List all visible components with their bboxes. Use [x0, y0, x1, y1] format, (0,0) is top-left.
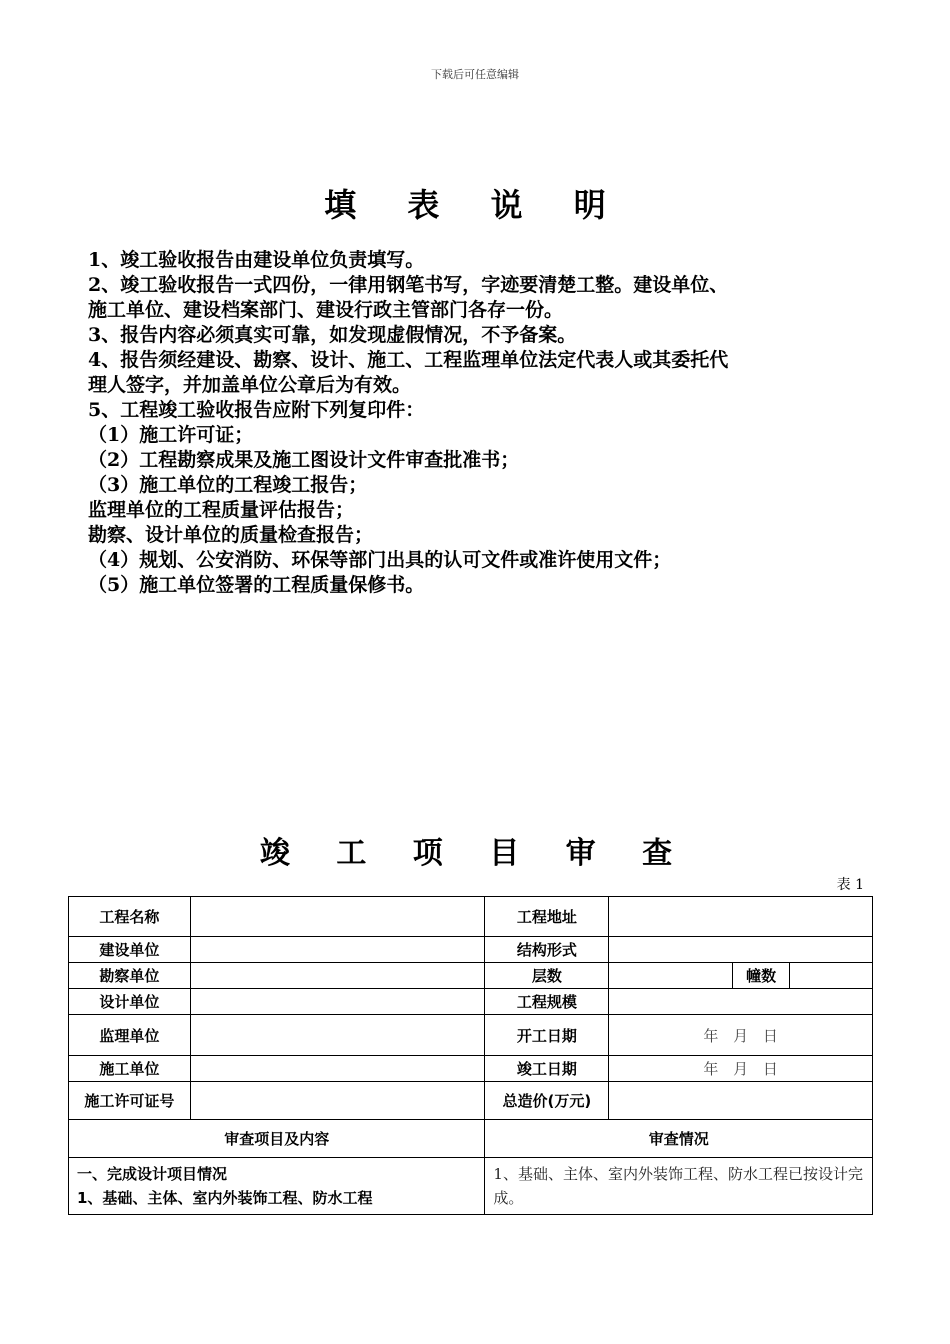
- table-row: [69, 989, 873, 1015]
- completion-date-label: 竣工日期: [485, 1056, 609, 1082]
- permit-no-label: 施工许可证号: [69, 1082, 191, 1120]
- instruction-line: （3）施工单位的工程竣工报告；: [88, 474, 368, 496]
- supervisor-label: 监理单位: [69, 1015, 191, 1056]
- project-address-label: 工程地址: [485, 897, 609, 937]
- project-name-field[interactable]: [190, 897, 485, 937]
- review-status-content: 1、基础、主体、室内外装饰工程、防水工程已按设计完成。: [485, 1158, 873, 1215]
- table-row: [69, 1120, 873, 1158]
- review-item-detail: 1、基础、主体、室内外装饰工程、防水工程: [77, 1189, 373, 1207]
- structure-field[interactable]: [609, 937, 873, 963]
- scale-field[interactable]: [609, 989, 873, 1015]
- table-row: [69, 1056, 873, 1082]
- instruction-line: 理人签字，并加盖单位公章后为有效。: [88, 374, 412, 396]
- floors-field[interactable]: [609, 963, 733, 989]
- table-row: [69, 937, 873, 963]
- design-unit-field[interactable]: [190, 989, 485, 1015]
- instruction-line: 2、竣工验收报告一式四份，一律用钢笔书写，字迹要清楚工整。建设单位、: [88, 274, 729, 296]
- instruction-line: 监理单位的工程质量评估报告；: [88, 499, 355, 521]
- header-note: 下载后可任意编辑: [431, 68, 519, 81]
- total-cost-field[interactable]: [609, 1082, 873, 1120]
- builder-field[interactable]: [190, 937, 485, 963]
- instructions-title: 填 表 说 明: [324, 186, 626, 224]
- instruction-line: （5）施工单位签署的工程质量保修书。: [88, 574, 425, 596]
- instructions-list: [88, 248, 878, 598]
- scale-label: 工程规模: [485, 989, 609, 1015]
- survey-unit-label: 勘察单位: [69, 963, 191, 989]
- design-unit-label: 设计单位: [69, 989, 191, 1015]
- table-row: [69, 1158, 873, 1215]
- instruction-line: （4）规划、公安消防、环保等部门出具的认可文件或准许使用文件；: [88, 549, 672, 571]
- table-number: 表 1: [836, 877, 864, 893]
- table-row: [69, 897, 873, 937]
- review-item-heading: 一、完成设计项目情况: [77, 1165, 228, 1183]
- instruction-line: 5、工程竣工验收报告应附下列复印件：: [88, 399, 425, 421]
- table-row: [69, 1015, 873, 1056]
- review-items-header: 审查项目及内容: [69, 1120, 485, 1158]
- survey-unit-field[interactable]: [190, 963, 485, 989]
- buildings-field[interactable]: [790, 963, 873, 989]
- permit-no-field[interactable]: [190, 1082, 485, 1120]
- instruction-line: 勘察、设计单位的质量检查报告；: [88, 524, 374, 546]
- instruction-line: （2）工程勘察成果及施工图设计文件审查批准书；: [88, 449, 520, 471]
- instruction-line: 3、报告内容必须真实可靠，如发现虚假情况，不予备案。: [88, 324, 577, 346]
- project-address-field[interactable]: [609, 897, 873, 937]
- structure-label: 结构形式: [485, 937, 609, 963]
- instruction-line: （1）施工许可证；: [88, 424, 254, 446]
- contractor-label: 施工单位: [69, 1056, 191, 1082]
- instruction-line: 施工单位、建设档案部门、建设行政主管部门各存一份。: [88, 299, 564, 321]
- table-row: [69, 963, 873, 989]
- supervisor-field[interactable]: [190, 1015, 485, 1056]
- instruction-line: 4、报告须经建设、勘察、设计、施工、工程监理单位法定代表人或其委托代: [88, 349, 729, 371]
- floors-label: 层数: [485, 963, 609, 989]
- completion-date-field[interactable]: 年 月 日: [609, 1056, 873, 1082]
- review-title: 竣 工 项 目 审 查: [259, 836, 691, 871]
- review-item-content: [69, 1158, 485, 1215]
- total-cost-label: 总造价(万元): [485, 1082, 609, 1120]
- builder-label: 建设单位: [69, 937, 191, 963]
- review-status-header: 审查情况: [485, 1120, 873, 1158]
- instruction-line: 1、竣工验收报告由建设单位负责填写。: [88, 249, 425, 271]
- table-row: [69, 1082, 873, 1120]
- project-review-table: [68, 896, 873, 1215]
- buildings-label: 幢数: [733, 963, 790, 989]
- contractor-field[interactable]: [190, 1056, 485, 1082]
- start-date-label: 开工日期: [485, 1015, 609, 1056]
- start-date-field[interactable]: 年 月 日: [609, 1015, 873, 1056]
- project-name-label: 工程名称: [69, 897, 191, 937]
